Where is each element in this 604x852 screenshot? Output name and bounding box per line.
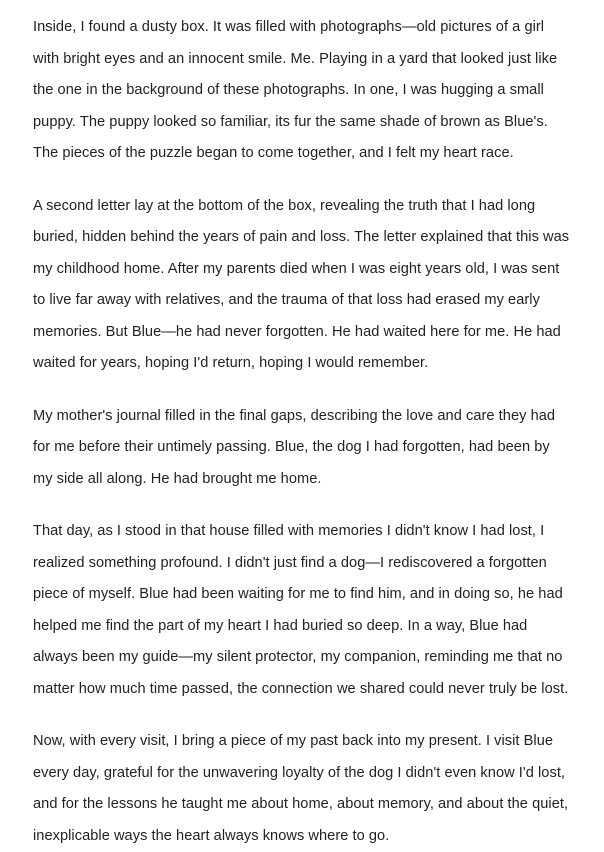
paragraph: That day, as I stood in that house filled with memories I didn't know I had lost, I realized something profound. I didn't just find a dog—I rediscovered a forgotten piece of myself. Blue had been waiting for me to find him, and in doing so, he had helped me find the part of my heart I had buried so deep. In a way, Blue had always been my guide—my silent protector, my companion, reminding me that no matter how much time passed, the connection we shared could never truly be lost. — [33, 523, 569, 697]
story-body — [33, 12, 571, 852]
paragraph: Now, with every visit, I bring a piece of my past back into my present. I visit Blue every day, grateful for the unwavering loyalty of the dog I didn't even know I'd lost, and for the lessons he taught me about home, about memory, and about the quiet, inexplicable ways the heart always knows where to go. — [33, 733, 569, 844]
paragraph: My mother's journal filled in the final gaps, describing the love and care they had for me before their untimely passing. Blue, the dog I had forgotten, had been by my side all along. He had brought me home. — [33, 407, 556, 487]
paragraph: A second letter lay at the bottom of the box, revealing the truth that I had long buried, hidden behind the years of pain and loss. The letter explained that this was my childhood home. After my parents died when I was eight years old, I was sent to live far away with relatives, and the trauma of that loss had erased my early memories. But Blue—he had never forgotten. He had waited here for me. He had waited for years, hoping I'd return, hoping I would remember. — [33, 197, 570, 371]
paragraph: Inside, I found a dusty box. It was filled with photographs—old pictures of a girl with bright eyes and an innocent smile. Me. Playing in a yard that looked just like the one in the background of these photographs. In one, I was hugging a small puppy. The puppy looked so familiar, its fur the same shade of brown as Blue's. The pieces of the puzzle began to come together, and I felt my heart race. — [33, 19, 558, 161]
